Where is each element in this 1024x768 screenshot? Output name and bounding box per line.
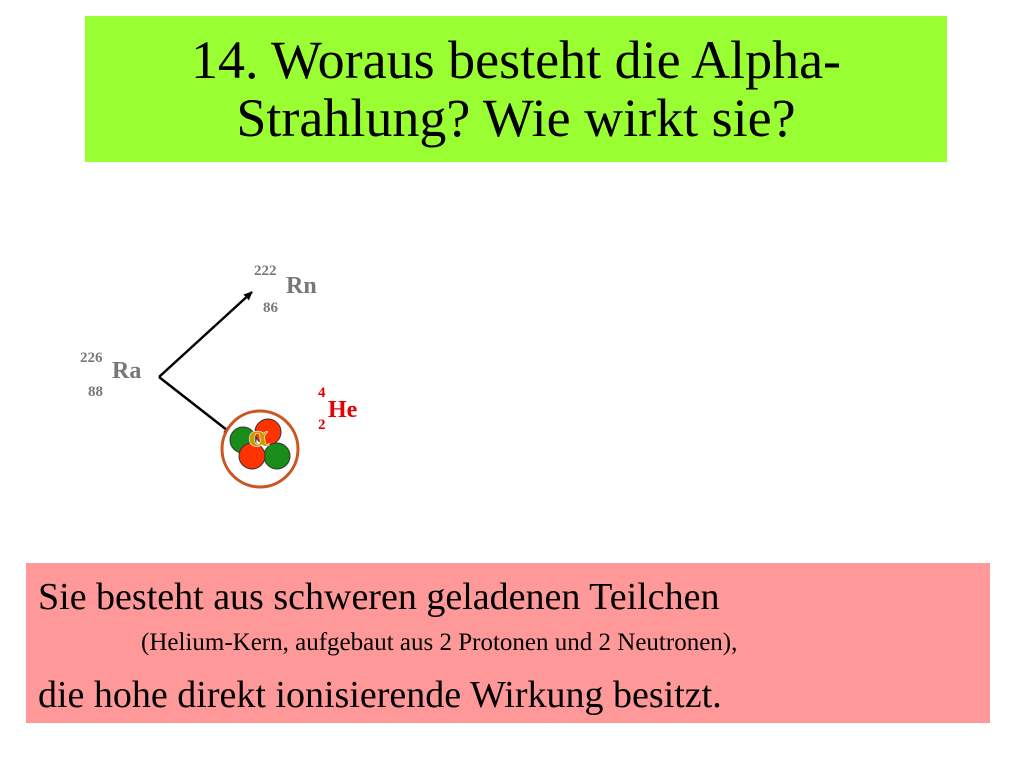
radium-atomic-number: 88 <box>88 384 103 400</box>
title-line-1: 14. Woraus besteht die Alpha- <box>190 30 842 90</box>
radon-symbol: Rn <box>286 273 317 299</box>
answer-line-2: (Helium-Kern, aufgebaut aus 2 Protonen und 2 Neutronen), <box>141 629 738 656</box>
alpha-particle-icon <box>222 411 298 487</box>
radium-mass-number: 226 <box>80 350 103 366</box>
nuclide-helium <box>318 385 378 440</box>
nuclide-radium <box>80 350 160 405</box>
alpha-glyph: α <box>248 420 270 453</box>
radon-mass-number: 222 <box>254 263 277 279</box>
radon-atomic-number: 86 <box>263 300 278 316</box>
title-line-2: Strahlung? Wie wirkt sie? <box>236 88 796 148</box>
answer-box <box>26 563 990 723</box>
radium-symbol: Ra <box>112 358 142 384</box>
helium-mass-number: 4 <box>318 385 326 401</box>
helium-atomic-number: 2 <box>318 417 326 433</box>
helium-symbol: He <box>328 397 358 423</box>
answer-line-1: Sie besteht aus schweren geladenen Teilchen <box>38 576 720 618</box>
arrow-to-radon <box>159 292 252 377</box>
arrow-to-alpha <box>159 377 232 434</box>
answer-line-3: die hohe direkt ionisierende Wirkung besitzt. <box>38 674 722 716</box>
nuclide-radon <box>254 263 334 318</box>
